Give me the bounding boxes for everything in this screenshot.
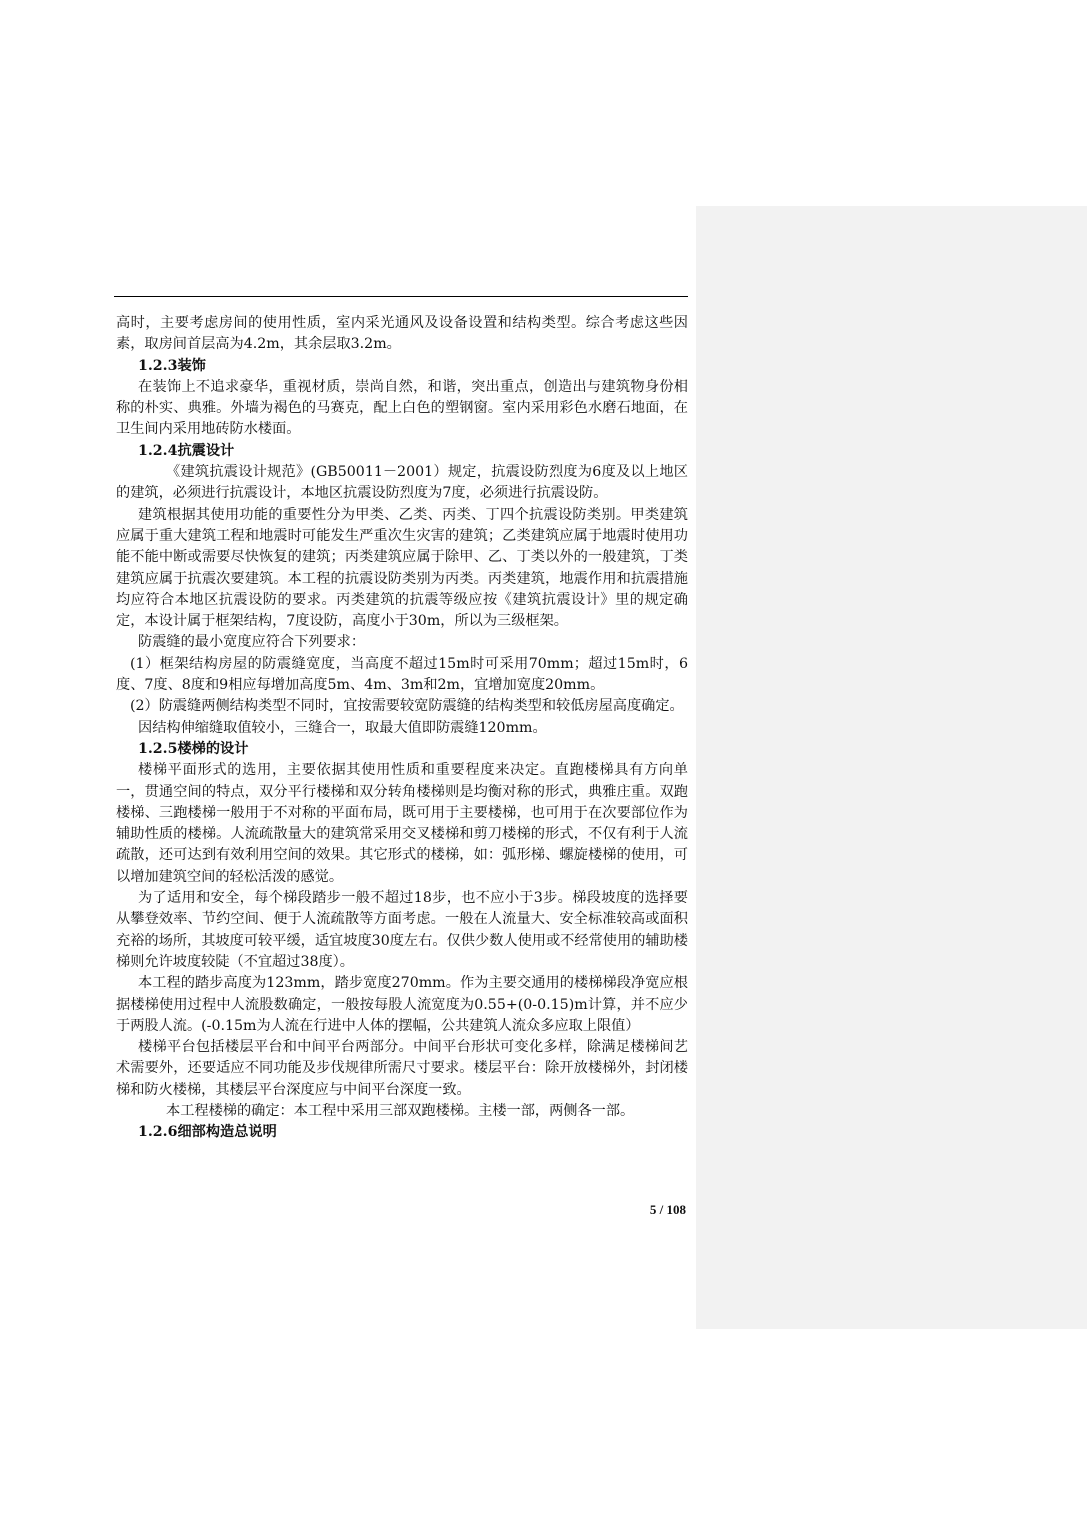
header-rule (114, 296, 688, 297)
paragraph: 《建筑抗震设计规范》(GB50011－2001）规定，抗震设防烈度为6度及以上地区的建筑，必须进行抗震设计，本地区抗震设防烈度为7度，必须进行抗震设防。 (116, 464, 688, 502)
paragraph: 高时，主要考虑房间的使用性质，室内采光通风及设备设置和结构类型。综合考虑这些因素，取房间首层高为4.2m，其余层取3.2m。 (116, 315, 688, 353)
paragraph: 本工程的踏步高度为123mm，踏步宽度270mm。作为主要交通用的楼梯梯段净宽应根据楼梯使用过程中人流股数确定，一般按每股人流宽度为0.55+(0-0.15)m计算，并不应少于两股人流。(-0.15m为人流在行进中人体的摆幅，公共建筑人流众多应取上限值） (116, 975, 688, 1034)
paragraph: 在装饰上不追求豪华，重视材质，崇尚自然，和谐，突出重点，创造出与建筑物身份相称的朴实、典雅。外墙为褐色的马赛克，配上白色的塑钢窗。室内采用彩色水磨石地面，在卫生间内采用地砖防水楼面。 (116, 378, 688, 438)
document-body (116, 313, 688, 1144)
section-heading: 1.2.4抗震设计 (138, 442, 235, 459)
comment-pane (696, 206, 1087, 1329)
section-heading: 1.2.6细部构造总说明 (138, 1124, 277, 1141)
paragraph: 因结构伸缩缝取值较小，三缝合一，取最大值即防震缝120mm。 (138, 719, 547, 736)
section-heading: 1.2.3装饰 (138, 357, 206, 374)
list-item: (1）框架结构房屋的防震缝宽度，当高度不超过15m时可采用70mm；超过15m时，6度、7度、8度和9相应每增加高度5m、4m、3m和2m，宜增加宽度20mm。 (116, 655, 688, 694)
paragraph: 防震缝的最小宽度应符合下列要求： (138, 634, 366, 651)
page-number: 5 / 108 (649, 1202, 686, 1217)
paragraph: 本工程楼梯的确定：本工程中采用三部双跑楼梯。主楼一部，两侧各一部。 (166, 1102, 635, 1119)
paragraph: 楼梯平面形式的选用，主要依据其使用性质和重要程度来决定。直跑楼梯具有方向单一，贯通空间的特点，双分平行楼梯和双分转角楼梯则是均衡对称的形式，典雅庄重。双跑楼梯、三跑楼梯一般用于不对称的平面布局，既可用于主要楼梯，也可用于在次要部位作为辅助性质的楼梯。人流疏散量大的建筑常采用交叉楼梯和剪刀楼梯的形式，不仅有利于人流疏散，还可达到有效利用空间的效果。其它形式的楼梯，如：弧形梯、螺旋楼梯的使用，可以增加建筑空间的轻松活泼的感觉。 (116, 762, 688, 885)
list-item: (2）防震缝两侧结构类型不同时，宜按需要较宽防震缝的结构类型和较低房屋高度确定。 (130, 698, 684, 715)
paragraph: 为了适用和安全，每个梯段踏步一般不超过18步，也不应小于3步。梯段坡度的选择要从攀登效率、节约空间、便于人流疏散等方面考虑。一般在人流量大、安全标准较高或面积充裕的场所，其坡度可较平缓，适宜坡度30度左右。仅供少数人使用或不经常使用的辅助楼梯则允许坡度较陡（不宜超过38度）。 (116, 890, 688, 970)
paragraph: 楼梯平台包括楼层平台和中间平台两部分。中间平台形状可变化多样，除满足楼梯间艺术需要外，还要适应不同功能及步伐规律所需尺寸要求。楼层平台：除开放楼梯外，封闭楼梯和防火楼梯，其楼层平台深度应与中间平台深度一致。 (116, 1039, 688, 1098)
paragraph: 建筑根据其使用功能的重要性分为甲类、乙类、丙类、丁四个抗震设防类别。甲类建筑应属于重大建筑工程和地震时可能发生严重次生灾害的建筑；乙类建筑应属于地震时使用功能不能中断或需要尽快恢复的建筑；丙类建筑应属于除甲、乙、丁类以外的一般建筑，丁类建筑应属于抗震次要建筑。本工程的抗震设防类别为丙类。丙类建筑，地震作用和抗震措施均应符合本地区抗震设防的要求。丙类建筑的抗震等级应按《建筑抗震设计》里的规定确定，本设计属于框架结构，7度设防，高度小于30m，所以为三级框架。 (116, 506, 688, 630)
section-heading: 1.2.5楼梯的设计 (138, 740, 249, 757)
